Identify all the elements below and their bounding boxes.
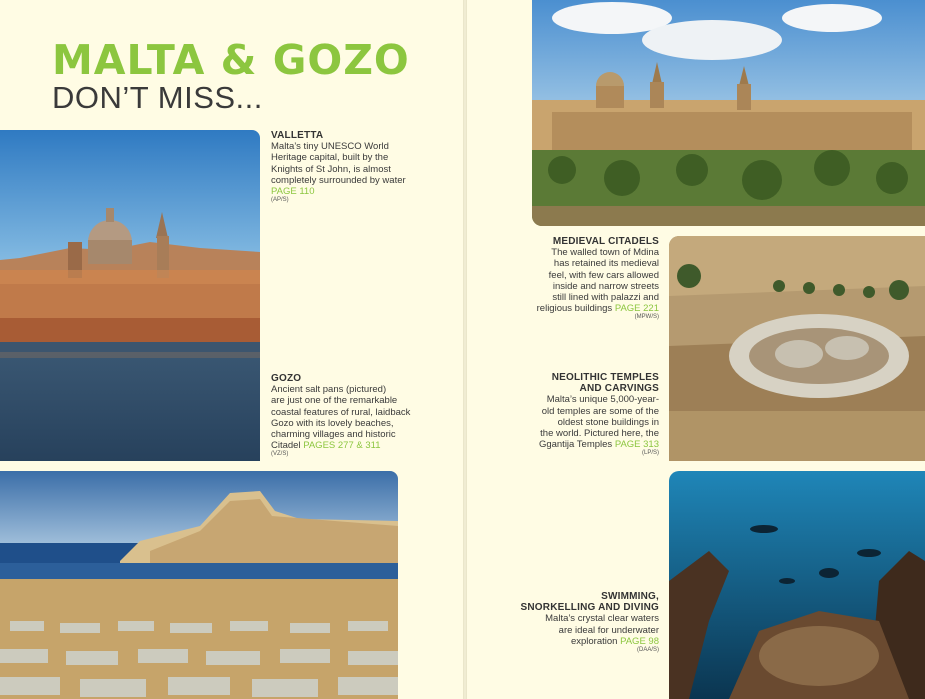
gozo-line: Gozo with its lovely beaches,: [271, 417, 394, 429]
gozo-line: coastal features of rural, laidback: [271, 406, 411, 418]
valletta-line: Malta’s tiny UNESCO World: [271, 141, 389, 153]
valletta-caption: [271, 130, 451, 204]
ggantija-temples-photo: [669, 236, 925, 461]
swimming-heading: SWIMMING,: [601, 591, 659, 602]
medieval-caption: [478, 236, 659, 321]
medieval-line: inside and narrow streets: [552, 280, 659, 292]
neolithic-line: the world. Pictured here, the: [540, 428, 659, 440]
gozo-line: Citadel: [271, 440, 301, 452]
gozo-heading: GOZO: [271, 373, 302, 384]
mdina-photo: [532, 0, 925, 226]
medieval-heading: MEDIEVAL CITADELS: [552, 236, 659, 247]
gozo-line: charming villages and historic: [271, 429, 396, 441]
neolithic-page-ref[interactable]: PAGE 313: [614, 439, 659, 451]
neolithic-heading: AND CARVINGS: [579, 383, 659, 395]
valletta-heading: VALLETTA: [271, 130, 324, 141]
neolithic-line: old temples are some of the: [541, 405, 659, 417]
neolithic-photo-credit: (LP/S): [641, 450, 659, 457]
page-title: MALTA & GOZO: [52, 36, 410, 84]
neolithic-line: Malta’s unique 5,000-year-: [546, 394, 659, 406]
swimming-line: Malta’s crystal clear waters: [545, 613, 659, 625]
swimming-line: are ideal for underwater: [558, 624, 659, 636]
neolithic-line: Ggantija Temples: [538, 439, 613, 451]
medieval-page-ref[interactable]: PAGE 221: [614, 303, 659, 315]
valletta-line: completely surrounded by water: [271, 174, 406, 186]
gozo-line: Ancient salt pans (pictured): [271, 384, 387, 396]
diving-photo: [669, 471, 925, 699]
swimming-line: exploration: [570, 635, 618, 647]
medieval-line: still lined with palazzi and: [552, 292, 659, 304]
medieval-line: religious buildings: [536, 303, 613, 315]
valletta-line: Heritage capital, built by the: [271, 152, 389, 164]
gozo-photo-credit: (VZ/S): [271, 451, 289, 458]
gozo-line: are just one of the remarkable: [271, 395, 398, 407]
medieval-line: has retained its medieval: [553, 258, 659, 270]
medieval-line: feel, with few cars allowed: [548, 269, 659, 281]
gozo-saltpans-photo: [0, 471, 398, 699]
neolithic-caption: [478, 372, 659, 457]
swimming-heading: SNORKELLING AND DIVING: [520, 602, 659, 614]
neolithic-heading: NEOLITHIC TEMPLES: [551, 372, 659, 383]
valletta-photo: [0, 130, 260, 461]
swimming-photo-credit: (DAA/S): [636, 647, 659, 654]
valletta-line: Knights of St John, is almost: [271, 163, 391, 175]
swimming-caption: [478, 591, 659, 654]
valletta-page-ref[interactable]: PAGE 110: [271, 186, 315, 198]
neolithic-line: oldest stone buildings in: [557, 416, 659, 428]
medieval-photo-credit: (MPW/S): [634, 314, 659, 321]
medieval-line: The walled town of Mdina: [551, 247, 659, 259]
valletta-photo-credit: (AP/S): [271, 197, 289, 204]
page-subtitle: DON’T MISS...: [52, 80, 263, 115]
swimming-page-ref[interactable]: PAGE 98: [620, 635, 659, 647]
gozo-page-ref[interactable]: PAGES 277 & 311: [303, 440, 381, 452]
gozo-caption: [271, 373, 456, 458]
